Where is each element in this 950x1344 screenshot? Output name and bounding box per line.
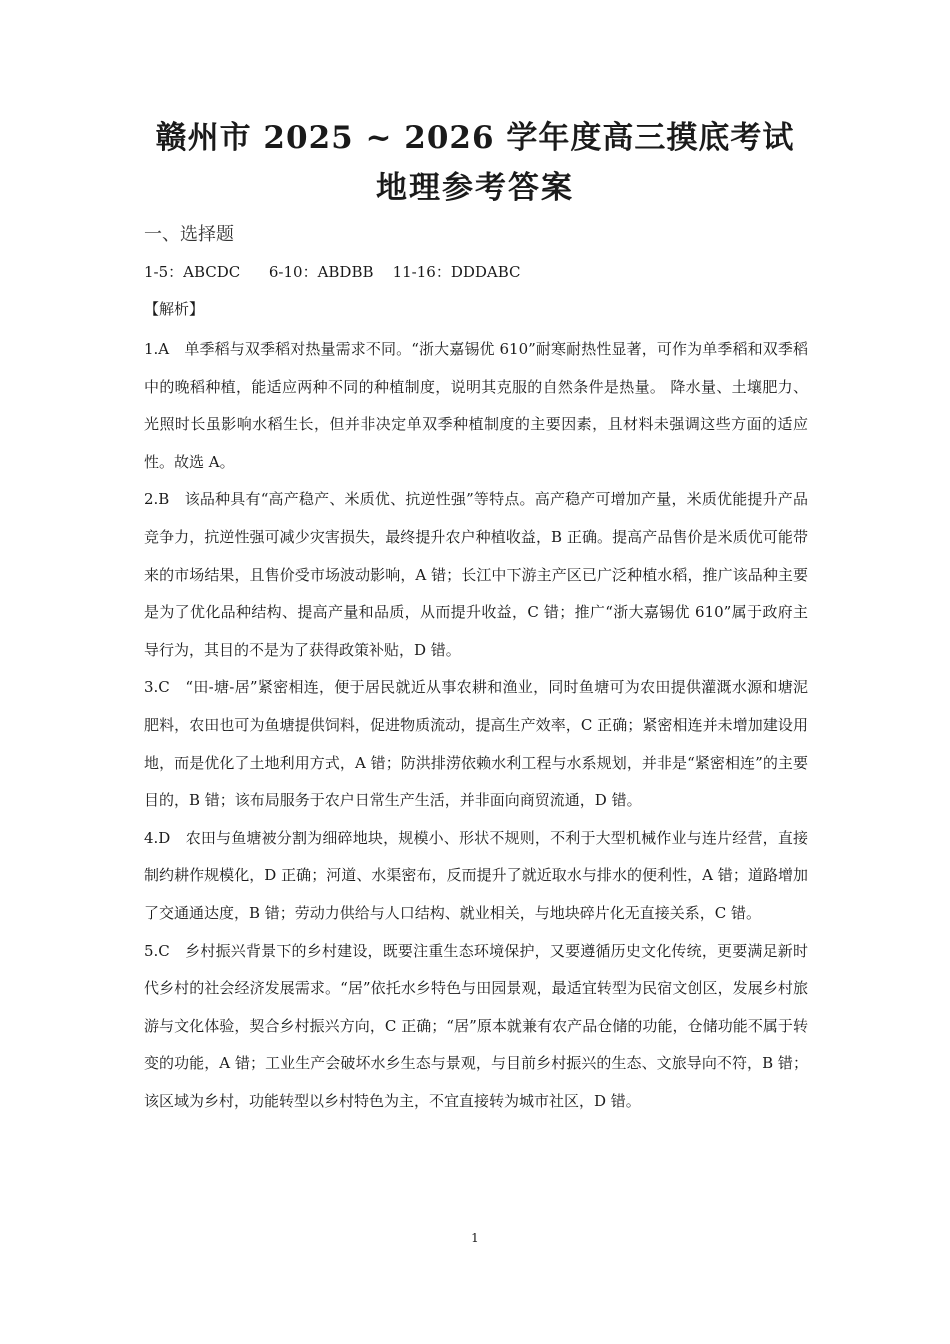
document-title: 赣州市 2025 ~ 2026 学年度高三摸底考试 (155, 120, 795, 156)
analysis-paragraph-3: 3.C “田-塘-居”紧密相连，便于居民就近从事农耕和渔业，同时鱼塘可为农田提供灌溉水源和塘泥肥料，农田也可为鱼塘提供饲料，促进物质流动，提高生产效率，C 正确；紧密相连并未增加建设用地，而是优化了土地利用方式，A 错；防洪排涝依赖水利工程与水系规划，并非是“紧密相连”的主要目的，B 错；该布局服务于农户日常生产生活，并非面向商贸流通，D 错。 (144, 678, 808, 810)
answer-key: 1-5：ABCDC 6-10：ABDBB 11-16：DDDABC (144, 263, 521, 281)
analysis-paragraph-5: 5.C 乡村振兴背景下的乡村建设，既要注重生态环境保护，又要遵循历史文化传统，更要满足新时代乡村的社会经济发展需求。“居”依托水乡特色与田园景观，最适宜转型为民宿文创区，发展乡村旅游与文化体验，契合乡村振兴方向，C 正确；“居”原本就兼有农产品仓储的功能，仓储功能不属于转变的功能，A 错；工业生产会破坏水乡生态与景观，与目前乡村振兴的生态、文旅导向不符，B 错；该区域为乡村，功能转型以乡村特色为主，不宜直接转为城市社区，D 错。 (144, 941, 808, 1110)
analysis-label: 【解析】 (144, 300, 205, 318)
analysis-content (144, 331, 808, 1120)
analysis-paragraph-4: 4.D 农田与鱼塘被分割为细碎地块，规模小、形状不规则，不利于大型机械作业与连片经营，直接制约耕作规模化，D 正确；河道、水渠密布，反而提升了就近取水与排水的便利性，A 错；道路增加了交通通达度，B 错；劳动力供给与人口结构、就业相关，与地块碎片化无直接关系，C 错。 (144, 828, 808, 922)
section-heading: 一、选择题 (144, 224, 234, 245)
analysis-paragraph-2: 2.B 该品种具有“高产稳产、米质优、抗逆性强”等特点。高产稳产可增加产量，米质优能提升产品竞争力，抗逆性强可减少灾害损失，最终提升农户种植收益，B 正确。提高产品售价是米质优可能带来的市场结果，且售价受市场波动影响，A 错；长江中下游主产区已广泛种植水稻，推广该品种主要是为了优化品种结构、提高产量和品质，从而提升收益，C 错；推广“浙大嘉锡优 610”属于政府主导行为，其目的不是为了获得政策补贴，D 错。 (144, 490, 808, 659)
page-number: 1 (471, 1231, 479, 1245)
document-subtitle: 地理参考答案 (376, 170, 574, 206)
analysis-paragraph-1: 1.A 单季稻与双季稻对热量需求不同。“浙大嘉锡优 610”耐寒耐热性显著，可作为单季稻和双季稻中的晚稻种植，能适应两种不同的种植制度，说明其克服的自然条件是热量。 降水量、土壤肥力、光照时长虽影响水稻生长，但并非决定单双季种植制度的主要因素，且材料未强调这些方面的适应性。故选 A。 (144, 340, 808, 471)
